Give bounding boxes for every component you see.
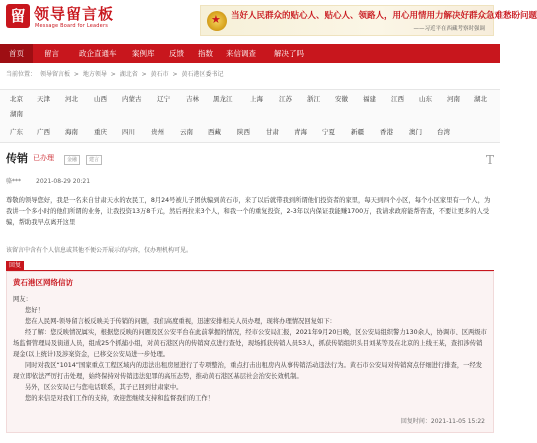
province-link[interactable]: 天津 [37,95,50,103]
province-link[interactable]: 宁夏 [322,128,335,136]
reply-paragraph: 经了解：您反映情况属实，根据您反映的问题及区公安平台在此前掌握的情况，经市公安局汇报，2021年9月20日晚，区公安局组织警力130余人，协调市、区两级市场监督管理局及街道人员，组成25个抓捕小组，对黄石港区内的传销窝点进行查处，现场抓获传销人员53人，抓获传销组织头目刘某等及在北京的上线王某，查扣涉传销现金(以上统计)及涉案资金，已移交公安局进一步处理。 [13,329,487,358]
breadcrumb-link-province[interactable]: 湖北省 [119,71,138,78]
site-header [0,0,537,40]
site-logo-icon[interactable]: 留 [6,4,30,28]
type-tag[interactable]: 建言 [86,155,102,165]
nav-item-gov-enterprise[interactable]: 政企直通车 [79,49,117,58]
breadcrumb-link-board[interactable]: 领导留言板 [39,71,70,78]
province-link[interactable]: 安徽 [335,95,348,103]
province-link[interactable]: 浙江 [307,95,320,103]
message-time: 2021-08-29 20:21 [36,178,91,185]
site-logo-title[interactable]: 领导留言板 [34,5,115,23]
breadcrumb-label: 当前位置： [6,71,37,78]
font-size-icon[interactable]: T [485,153,494,167]
province-link[interactable]: 福建 [363,95,376,103]
reply-body [13,294,487,404]
province-link[interactable]: 吉林 [186,95,199,103]
site-logo-subtitle: Message Board for Leaders [35,23,109,29]
reply-time: 回复时间：2021-11-05 15:22 [400,417,485,425]
reply-paragraph: 同时对我区“1014”国家重点工程区域内的违法出租房屋进行了专项整治，重点打击出租房内从事传销活动违法行为。黄石市公安局对传销窝点仔细进行排查，一经发现立即依法严厉打击处理，始终保持对传销违法犯罪的高压态势，推动黄石港区基层社会治安长效机制。 [13,362,483,380]
province-link[interactable]: 西藏 [208,128,221,136]
message-title-row [6,152,494,168]
nav-item-index[interactable]: 指数 [198,49,213,58]
province-link[interactable]: 湖北 [474,95,487,103]
breadcrumb-link-district[interactable]: 黄石港区委书记 [181,71,224,78]
reply-tag: 回复 [6,261,24,270]
province-link[interactable]: 甘肃 [266,128,279,136]
breadcrumb-sep: > [73,71,79,78]
province-link[interactable]: 山东 [419,95,432,103]
province-link[interactable]: 澳门 [409,128,422,136]
province-link[interactable]: 上海 [250,95,263,103]
province-link[interactable]: 陕西 [237,128,250,136]
status-badge: 已办理 [33,154,54,162]
reply-organization: 黄石港区网络信访 [13,278,73,287]
main-nav [0,44,500,63]
province-link[interactable]: 四川 [122,128,135,136]
province-link[interactable]: 贵州 [151,128,164,136]
province-link[interactable]: 台湾 [437,128,450,136]
reply-greeting: 网友： [13,296,32,303]
category-tag[interactable]: 金融 [64,155,80,165]
reply-paragraph: 您在人民网-领导留言板反映关于传销的问题，我们高度重视，迅速安排相关人员办理，现将办理情况回复如下： [25,318,336,325]
province-link[interactable]: 广东 [10,128,23,136]
nav-item-survey[interactable]: 来信调查 [226,49,256,58]
province-link[interactable]: 湖南 [10,110,23,118]
breadcrumb [6,71,226,79]
province-row-1 [0,95,500,109]
province-link[interactable]: 河北 [65,95,78,103]
province-link[interactable]: 海南 [65,128,78,136]
message-body: 尊敬的领导您好，我是一名来自甘肃天水的农民工，8月24号被儿子团伙骗到黄石市，来了以后就带我到所谓他们投资者的家里，每天到四个小区，每个小区家里有一个人，为我讲一个多小时的他们所谓的业务，让我投资13万8千元，然后再拉来3个人，和我一个的重复投资，2-3年以内保证我能赚1700万，我请求政府能帮咨查，不要让更多的人受骗，帮助我早点离开这里 [6,197,491,226]
breadcrumb-sep: > [141,71,147,78]
message-meta [6,178,91,186]
province-link[interactable]: 广西 [37,128,50,136]
author-name: 骆*** [6,178,22,185]
province-link[interactable]: 辽宁 [157,95,170,103]
reply-paragraph: 您好！ [25,307,44,314]
province-link[interactable]: 内蒙古 [122,95,142,103]
province-link[interactable]: 江苏 [279,95,292,103]
province-link[interactable]: 新疆 [351,128,364,136]
nav-item-message[interactable]: 留言 [44,49,59,58]
province-link[interactable]: 香港 [380,128,393,136]
message-title: 传销 [6,152,28,165]
province-row-2 [0,110,500,124]
emblem-icon [207,11,227,31]
province-link[interactable]: 重庆 [94,128,107,136]
nav-item-feedback[interactable]: 反馈 [169,49,184,58]
province-link[interactable]: 河南 [447,95,460,103]
breadcrumb-sep: > [110,71,116,78]
banner-slogan: 当好人民群众的贴心人、贴心人、领路人，用心用情用力解决好群众急难愁盼问题 [231,11,537,21]
nav-item-home[interactable]: 首页 [0,44,33,63]
province-row-3 [0,128,500,142]
reply-paragraph: 您的来信是对我们工作的支持，欢迎您继续支持和监督我们的工作！ [25,395,214,402]
province-link[interactable]: 北京 [10,95,23,103]
breadcrumb-link-local[interactable]: 地方领导 [82,71,107,78]
header-banner[interactable] [200,5,537,36]
province-link[interactable]: 山西 [94,95,107,103]
province-selector [0,89,500,143]
privacy-notice: 该留言中含有个人信息或其他不便公开展示的内容，仅办理机构可见。 [6,247,193,254]
province-link[interactable]: 云南 [180,128,193,136]
province-link[interactable]: 黑龙江 [213,95,233,103]
nav-item-case-library[interactable]: 案例库 [132,49,155,58]
banner-signature: ——习近平在西藏考察时强调 [413,26,485,32]
reply-paragraph: 另外，区公安局已与您电话联系，其子已回到甘肃家中。 [25,384,183,391]
province-link[interactable]: 江西 [391,95,404,103]
province-link[interactable]: 青海 [294,128,307,136]
nav-item-solved[interactable]: 解决了吗 [274,49,304,58]
breadcrumb-sep: > [172,71,178,78]
breadcrumb-link-city[interactable]: 黄石市 [150,71,169,78]
reply-section [6,271,494,433]
